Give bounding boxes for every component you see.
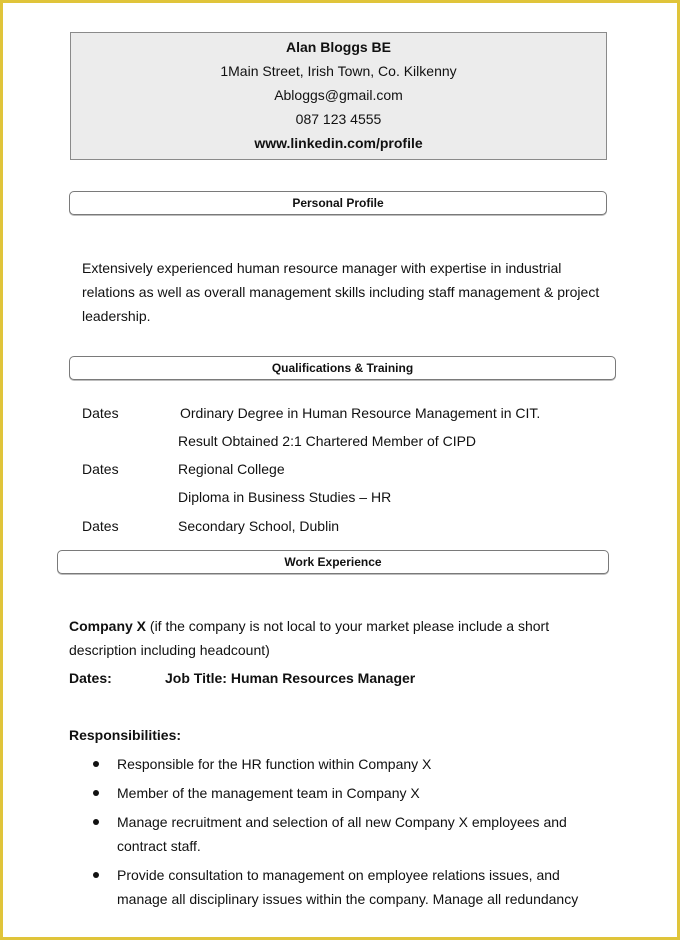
profile-line: Extensively experienced human resource manager with expertise in industrial xyxy=(82,260,562,276)
list-item xyxy=(93,781,593,805)
list-item-text: Manage recruitment and selection of all new Company X employees and xyxy=(117,814,567,830)
bullet-icon xyxy=(93,819,99,825)
list-item xyxy=(93,810,593,858)
qualification-detail: Diploma in Business Studies – HR xyxy=(178,489,392,505)
qualification-detail: Result Obtained 2:1 Chartered Member of CIPD xyxy=(178,433,477,449)
candidate-name: Alan Bloggs BE xyxy=(285,39,391,55)
list-item-text: Responsible for the HR function within Company X xyxy=(117,756,432,772)
qualification-title: Ordinary Degree in Human Resource Management in CIT. xyxy=(180,405,541,421)
section-header-personal-profile: Personal Profile xyxy=(69,191,607,215)
qualification-dates: Dates xyxy=(82,405,119,421)
contact-email: Abloggs@gmail.com xyxy=(274,87,403,103)
section-header-qualifications: Qualifications & Training xyxy=(69,356,616,380)
qualification-dates: Dates xyxy=(82,461,119,477)
contact-linkedin: www.linkedin.com/profile xyxy=(254,135,423,151)
list-item-text: Provide consultation to management on employee relations issues, and xyxy=(117,867,560,883)
contact-phone: 087 123 4555 xyxy=(295,111,382,127)
company-name: Company X xyxy=(69,618,147,634)
contact-header xyxy=(70,32,607,160)
contact-address: 1Main Street, Irish Town, Co. Kilkenny xyxy=(220,63,457,79)
company-note-line: description including headcount) xyxy=(69,642,270,658)
bullet-icon xyxy=(93,872,99,878)
profile-line: leadership. xyxy=(82,308,151,324)
list-item xyxy=(93,752,593,776)
job-title: Job Title: Human Resources Manager xyxy=(165,670,416,686)
bullet-icon xyxy=(93,761,99,767)
company-note: (if the company is not local to your market please include a short xyxy=(146,618,550,634)
qualification-title: Secondary School, Dublin xyxy=(178,518,340,534)
list-item-text: Member of the management team in Company X xyxy=(117,785,420,801)
section-header-work-experience: Work Experience xyxy=(57,550,609,574)
dates-label: Dates: xyxy=(69,670,112,686)
company-description xyxy=(69,614,629,662)
profile-text xyxy=(82,256,642,328)
list-item-text: contract staff. xyxy=(117,838,201,854)
qualification-title: Regional College xyxy=(178,461,285,477)
list-item-text: manage all disciplinary issues within the company. Manage all redundancy xyxy=(117,891,579,907)
company-line xyxy=(69,614,629,638)
responsibilities-label: Responsibilities: xyxy=(69,727,182,743)
profile-line: relations as well as overall management skills including staff management & project xyxy=(82,284,600,300)
list-item xyxy=(93,863,593,911)
qualification-dates: Dates xyxy=(82,518,119,534)
bullet-icon xyxy=(93,790,99,796)
responsibilities-list xyxy=(93,752,593,916)
